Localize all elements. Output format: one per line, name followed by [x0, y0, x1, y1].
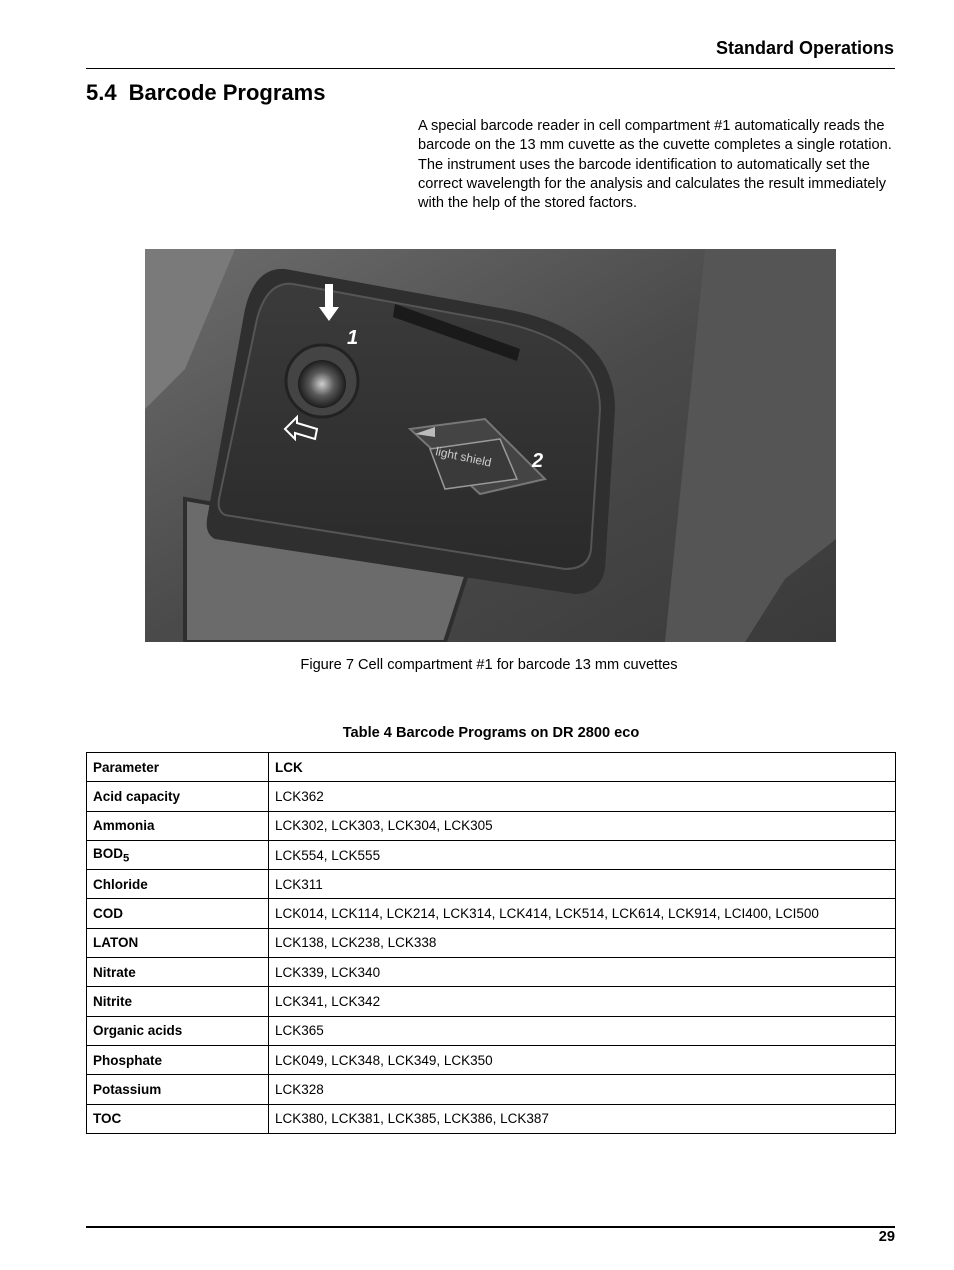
footer-rule — [86, 1226, 895, 1228]
table-row — [87, 782, 896, 811]
table-row — [87, 840, 896, 869]
parameter-name: Nitrite — [93, 994, 133, 1010]
parameter-name: BOD — [93, 845, 123, 861]
lck-cell: LCK339, LCK340 — [269, 958, 896, 987]
page-number: 29 — [878, 1229, 895, 1245]
table-row — [87, 1045, 896, 1074]
section-number: 5.4 — [86, 80, 117, 105]
table-row — [87, 811, 896, 840]
running-header: Standard Operations — [715, 38, 894, 58]
lck-cell: LCK362 — [269, 782, 896, 811]
lck-cell: LCK138, LCK238, LCK338 — [269, 928, 896, 957]
lck-cell: LCK365 — [269, 1016, 896, 1045]
table-caption: Table 4 Barcode Programs on DR 2800 eco — [342, 725, 640, 741]
barcode-programs-table — [86, 752, 896, 1134]
parameter-name: Phosphate — [93, 1052, 163, 1068]
table-row — [87, 928, 896, 957]
parameter-name: Chloride — [93, 876, 148, 892]
table-row — [87, 958, 896, 987]
shield-label: light shield — [434, 444, 493, 470]
parameter-cell — [87, 1016, 269, 1045]
parameter-cell — [87, 1104, 269, 1133]
table-row — [87, 1104, 896, 1133]
parameter-subscript: 5 — [123, 852, 130, 865]
parameter-cell — [87, 987, 269, 1016]
parameter-cell — [87, 1075, 269, 1104]
lck-cell: LCK341, LCK342 — [269, 987, 896, 1016]
lck-cell: LCK311 — [269, 870, 896, 899]
lck-cell: LCK380, LCK381, LCK385, LCK386, LCK387 — [269, 1104, 896, 1133]
cuvette-hole — [298, 360, 346, 408]
table-row — [87, 899, 896, 928]
figure-label-2: 2 — [532, 450, 544, 472]
parameter-name: Nitrate — [93, 964, 136, 980]
lck-cell: LCK328 — [269, 1075, 896, 1104]
table-header-row — [87, 753, 896, 782]
parameter-name: Ammonia — [93, 818, 155, 834]
parameter-name: Organic acids — [93, 1023, 183, 1039]
parameter-name: Acid capacity — [93, 788, 181, 804]
parameter-name: TOC — [93, 1111, 122, 1127]
table-row — [87, 870, 896, 899]
parameter-name: LATON — [93, 935, 139, 951]
parameter-cell — [87, 928, 269, 957]
parameter-cell — [87, 1045, 269, 1074]
parameter-name: COD — [93, 906, 123, 922]
intro-paragraph: A special barcode reader in cell compartment #1 automatically reads the barcode on the 13 mm cuvette as the cuvette completes a single rotation. The instrument uses the barcode identification to automatically set the correct wavelength for the analysis and calculates the result immediately with the help of the stored factors. — [418, 118, 892, 212]
parameter-cell — [87, 958, 269, 987]
lck-cell: LCK049, LCK348, LCK349, LCK350 — [269, 1045, 896, 1074]
parameter-cell — [87, 899, 269, 928]
figure-label-1: 1 — [347, 327, 359, 349]
header-lck: LCK — [269, 753, 896, 782]
lck-cell: LCK554, LCK555 — [269, 840, 896, 869]
lck-cell: LCK014, LCK114, LCK214, LCK314, LCK414, LCK514, LCK614, LCK914, LCI400, LCI500 — [269, 899, 896, 928]
header-rule — [86, 68, 895, 69]
section-heading — [86, 80, 325, 106]
table-row — [87, 987, 896, 1016]
table-row — [87, 1075, 896, 1104]
section-title: Barcode Programs — [128, 80, 326, 105]
parameter-cell — [87, 782, 269, 811]
cell-compartment-figure — [145, 249, 836, 642]
parameter-cell — [87, 870, 269, 899]
lck-cell: LCK302, LCK303, LCK304, LCK305 — [269, 811, 896, 840]
figure-caption: Figure 7 Cell compartment #1 for barcode 13 mm cuvettes — [300, 657, 678, 673]
header-parameter: Parameter — [87, 753, 269, 782]
parameter-name: Potassium — [93, 1081, 162, 1097]
table-row — [87, 1016, 896, 1045]
parameter-cell — [87, 811, 269, 840]
parameter-cell — [87, 840, 269, 869]
